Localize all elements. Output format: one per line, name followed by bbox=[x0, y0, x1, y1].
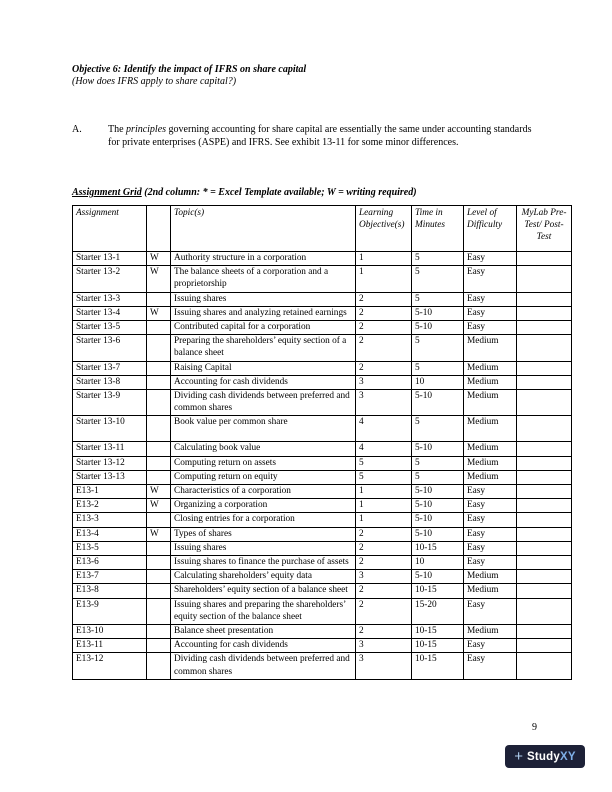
cell-assignment: E13-5 bbox=[73, 541, 147, 555]
cell-topic: Closing entries for a corporation bbox=[171, 513, 356, 527]
table-row bbox=[73, 292, 572, 306]
table-row bbox=[73, 541, 572, 555]
cell-difficulty: Medium bbox=[464, 570, 517, 584]
col-header-time-in-minutes: Time in Minutes bbox=[412, 206, 464, 252]
cell-topic: Issuing shares bbox=[171, 292, 356, 306]
cell-w-flag: W bbox=[147, 252, 171, 266]
logo-plus-icon: + bbox=[514, 748, 524, 765]
cell-topic: Accounting for cash dividends bbox=[171, 639, 356, 653]
col-header-level-of-difficulty: Level of Difficulty bbox=[464, 206, 517, 252]
cell-time: 10-15 bbox=[412, 584, 464, 598]
cell-learning-objective: 3 bbox=[356, 390, 412, 416]
grid-table-body bbox=[73, 252, 572, 680]
page-content bbox=[72, 64, 571, 680]
cell-time: 5-10 bbox=[412, 513, 464, 527]
table-row bbox=[73, 266, 572, 292]
cell-time: 5-10 bbox=[412, 485, 464, 499]
cell-learning-objective: 3 bbox=[356, 639, 412, 653]
cell-difficulty: Easy bbox=[464, 306, 517, 320]
cell-assignment: E13-1 bbox=[73, 485, 147, 499]
cell-mylab bbox=[517, 513, 572, 527]
cell-mylab bbox=[517, 485, 572, 499]
cell-learning-objective: 5 bbox=[356, 456, 412, 470]
cell-w-flag bbox=[147, 470, 171, 484]
cell-assignment: Starter 13-1 bbox=[73, 252, 147, 266]
table-row bbox=[73, 456, 572, 470]
cell-time: 5-10 bbox=[412, 442, 464, 456]
cell-topic: Issuing shares and preparing the shareholders’ equity section of the balance sheet bbox=[171, 598, 356, 624]
cell-mylab bbox=[517, 252, 572, 266]
cell-w-flag: W bbox=[147, 527, 171, 541]
cell-topic: Preparing the shareholders’ equity section of a balance sheet bbox=[171, 335, 356, 361]
cell-mylab bbox=[517, 306, 572, 320]
cell-difficulty: Medium bbox=[464, 470, 517, 484]
assignment-grid-table bbox=[72, 205, 572, 680]
cell-difficulty: Medium bbox=[464, 390, 517, 416]
cell-w-flag: W bbox=[147, 266, 171, 292]
cell-mylab bbox=[517, 361, 572, 375]
table-row bbox=[73, 375, 572, 389]
assignment-grid-heading-note: (2nd column: * = Excel Template available; W = writing required) bbox=[141, 187, 417, 198]
cell-assignment: E13-6 bbox=[73, 556, 147, 570]
cell-difficulty: Easy bbox=[464, 513, 517, 527]
table-row bbox=[73, 584, 572, 598]
cell-assignment: E13-3 bbox=[73, 513, 147, 527]
cell-assignment: Starter 13-3 bbox=[73, 292, 147, 306]
cell-w-flag: W bbox=[147, 499, 171, 513]
col-header-w-flag bbox=[147, 206, 171, 252]
table-row bbox=[73, 513, 572, 527]
cell-topic: Authority structure in a corporation bbox=[171, 252, 356, 266]
cell-time: 10 bbox=[412, 375, 464, 389]
cell-time: 5-10 bbox=[412, 570, 464, 584]
cell-difficulty: Medium bbox=[464, 416, 517, 442]
table-row bbox=[73, 598, 572, 624]
cell-learning-objective: 3 bbox=[356, 375, 412, 389]
cell-time: 5-10 bbox=[412, 390, 464, 416]
cell-time: 5 bbox=[412, 292, 464, 306]
cell-w-flag bbox=[147, 598, 171, 624]
cell-topic: Balance sheet presentation bbox=[171, 625, 356, 639]
cell-mylab bbox=[517, 556, 572, 570]
cell-topic: Computing return on equity bbox=[171, 470, 356, 484]
cell-mylab bbox=[517, 598, 572, 624]
cell-mylab bbox=[517, 416, 572, 442]
cell-assignment: Starter 13-5 bbox=[73, 321, 147, 335]
cell-difficulty: Easy bbox=[464, 541, 517, 555]
cell-learning-objective: 5 bbox=[356, 470, 412, 484]
cell-assignment: Starter 13-12 bbox=[73, 456, 147, 470]
cell-mylab bbox=[517, 625, 572, 639]
cell-learning-objective: 1 bbox=[356, 513, 412, 527]
cell-w-flag bbox=[147, 442, 171, 456]
cell-mylab bbox=[517, 527, 572, 541]
cell-learning-objective: 2 bbox=[356, 625, 412, 639]
cell-learning-objective: 2 bbox=[356, 306, 412, 320]
cell-difficulty: Easy bbox=[464, 527, 517, 541]
item-a-text-rest: governing accounting for share capital are essentially the same under accounting standards for private enterprises (ASPE) and IFRS. See exhibit 13-11 for some minor differences. bbox=[108, 124, 532, 148]
cell-assignment: E13-12 bbox=[73, 653, 147, 679]
cell-w-flag bbox=[147, 556, 171, 570]
cell-topic: Book value per common share bbox=[171, 416, 356, 442]
cell-topic: Contributed capital for a corporation bbox=[171, 321, 356, 335]
cell-learning-objective: 2 bbox=[356, 598, 412, 624]
cell-assignment: E13-10 bbox=[73, 625, 147, 639]
table-row bbox=[73, 306, 572, 320]
cell-w-flag bbox=[147, 541, 171, 555]
cell-difficulty: Easy bbox=[464, 292, 517, 306]
table-row bbox=[73, 335, 572, 361]
cell-topic: Computing return on assets bbox=[171, 456, 356, 470]
col-header-topics: Topic(s) bbox=[171, 206, 356, 252]
cell-assignment: E13-8 bbox=[73, 584, 147, 598]
cell-learning-objective: 2 bbox=[356, 292, 412, 306]
cell-learning-objective: 3 bbox=[356, 570, 412, 584]
cell-mylab bbox=[517, 570, 572, 584]
cell-topic: Types of shares bbox=[171, 527, 356, 541]
table-row bbox=[73, 499, 572, 513]
cell-assignment: Starter 13-7 bbox=[73, 361, 147, 375]
cell-w-flag bbox=[147, 361, 171, 375]
table-row bbox=[73, 570, 572, 584]
cell-topic: Accounting for cash dividends bbox=[171, 375, 356, 389]
cell-assignment: E13-4 bbox=[73, 527, 147, 541]
cell-assignment: Starter 13-6 bbox=[73, 335, 147, 361]
cell-difficulty: Easy bbox=[464, 252, 517, 266]
cell-topic: Dividing cash dividends between preferred and common shares bbox=[171, 390, 356, 416]
cell-topic: Raising Capital bbox=[171, 361, 356, 375]
cell-assignment: Starter 13-11 bbox=[73, 442, 147, 456]
objective-subheading: (How does IFRS apply to share capital?) bbox=[72, 76, 237, 87]
cell-difficulty: Medium bbox=[464, 456, 517, 470]
cell-learning-objective: 2 bbox=[356, 541, 412, 555]
cell-learning-objective: 2 bbox=[356, 321, 412, 335]
cell-w-flag bbox=[147, 292, 171, 306]
cell-time: 10-15 bbox=[412, 541, 464, 555]
cell-time: 5 bbox=[412, 266, 464, 292]
cell-mylab bbox=[517, 499, 572, 513]
cell-w-flag bbox=[147, 321, 171, 335]
cell-mylab bbox=[517, 266, 572, 292]
table-row bbox=[73, 390, 572, 416]
cell-learning-objective: 2 bbox=[356, 527, 412, 541]
table-row bbox=[73, 416, 572, 442]
objective-heading: Objective 6: Identify the impact of IFRS on share capital bbox=[72, 64, 307, 75]
cell-time: 5 bbox=[412, 470, 464, 484]
cell-assignment: E13-9 bbox=[73, 598, 147, 624]
cell-learning-objective: 4 bbox=[356, 416, 412, 442]
cell-topic: Calculating shareholders’ equity data bbox=[171, 570, 356, 584]
table-row bbox=[73, 361, 572, 375]
cell-time: 10-15 bbox=[412, 639, 464, 653]
cell-difficulty: Easy bbox=[464, 639, 517, 653]
col-header-learning-objective: Learning Objective(s) bbox=[356, 206, 412, 252]
item-a-text-italic: principles bbox=[126, 124, 167, 135]
col-header-mylab: MyLab Pre-Test/ Post-Test bbox=[517, 206, 572, 252]
cell-assignment: Starter 13-2 bbox=[73, 266, 147, 292]
cell-difficulty: Medium bbox=[464, 361, 517, 375]
cell-time: 5-10 bbox=[412, 306, 464, 320]
cell-w-flag bbox=[147, 639, 171, 653]
cell-difficulty: Medium bbox=[464, 625, 517, 639]
cell-learning-objective: 4 bbox=[356, 442, 412, 456]
cell-difficulty: Easy bbox=[464, 598, 517, 624]
cell-w-flag bbox=[147, 653, 171, 679]
logo-text-study: Study bbox=[527, 750, 560, 763]
table-row bbox=[73, 625, 572, 639]
cell-difficulty: Easy bbox=[464, 556, 517, 570]
cell-topic: Issuing shares bbox=[171, 541, 356, 555]
assignment-grid-heading bbox=[72, 187, 571, 199]
cell-mylab bbox=[517, 639, 572, 653]
cell-assignment: Starter 13-8 bbox=[73, 375, 147, 389]
cell-time: 10-15 bbox=[412, 625, 464, 639]
cell-time: 10-15 bbox=[412, 653, 464, 679]
cell-mylab bbox=[517, 375, 572, 389]
cell-learning-objective: 1 bbox=[356, 252, 412, 266]
cell-time: 5 bbox=[412, 416, 464, 442]
col-header-assignment: Assignment bbox=[73, 206, 147, 252]
cell-difficulty: Medium bbox=[464, 335, 517, 361]
table-row bbox=[73, 485, 572, 499]
cell-w-flag bbox=[147, 416, 171, 442]
cell-assignment: Starter 13-10 bbox=[73, 416, 147, 442]
logo-text-xy: XY bbox=[559, 750, 576, 763]
cell-mylab bbox=[517, 442, 572, 456]
cell-difficulty: Easy bbox=[464, 499, 517, 513]
header-row bbox=[73, 206, 572, 252]
cell-mylab bbox=[517, 390, 572, 416]
cell-assignment: E13-7 bbox=[73, 570, 147, 584]
item-a bbox=[72, 124, 571, 149]
cell-time: 5 bbox=[412, 252, 464, 266]
table-row bbox=[73, 470, 572, 484]
cell-assignment: Starter 13-4 bbox=[73, 306, 147, 320]
cell-difficulty: Medium bbox=[464, 375, 517, 389]
table-row bbox=[73, 321, 572, 335]
table-row bbox=[73, 653, 572, 679]
cell-assignment: E13-2 bbox=[73, 499, 147, 513]
cell-w-flag bbox=[147, 335, 171, 361]
cell-topic: Organizing a corporation bbox=[171, 499, 356, 513]
item-a-text-prefix: The bbox=[108, 124, 127, 135]
cell-time: 5-10 bbox=[412, 527, 464, 541]
cell-time: 5-10 bbox=[412, 499, 464, 513]
studyxy-logo bbox=[505, 745, 585, 768]
cell-learning-objective: 3 bbox=[356, 653, 412, 679]
cell-time: 5-10 bbox=[412, 321, 464, 335]
cell-topic: Issuing shares to finance the purchase of assets bbox=[171, 556, 356, 570]
cell-topic: The balance sheets of a corporation and a proprietorship bbox=[171, 266, 356, 292]
cell-topic: Calculating book value bbox=[171, 442, 356, 456]
cell-w-flag bbox=[147, 513, 171, 527]
cell-topic: Shareholders’ equity section of a balance sheet bbox=[171, 584, 356, 598]
cell-learning-objective: 2 bbox=[356, 556, 412, 570]
cell-difficulty: Medium bbox=[464, 442, 517, 456]
cell-learning-objective: 1 bbox=[356, 266, 412, 292]
cell-w-flag bbox=[147, 570, 171, 584]
cell-learning-objective: 2 bbox=[356, 584, 412, 598]
table-row bbox=[73, 442, 572, 456]
cell-w-flag bbox=[147, 390, 171, 416]
cell-w-flag bbox=[147, 584, 171, 598]
cell-topic: Issuing shares and analyzing retained earnings bbox=[171, 306, 356, 320]
cell-time: 5 bbox=[412, 456, 464, 470]
cell-w-flag bbox=[147, 375, 171, 389]
item-a-text bbox=[108, 124, 544, 149]
table-row bbox=[73, 527, 572, 541]
table-row bbox=[73, 639, 572, 653]
cell-mylab bbox=[517, 292, 572, 306]
cell-learning-objective: 1 bbox=[356, 499, 412, 513]
cell-mylab bbox=[517, 321, 572, 335]
cell-mylab bbox=[517, 456, 572, 470]
cell-w-flag bbox=[147, 456, 171, 470]
cell-difficulty: Easy bbox=[464, 485, 517, 499]
cell-difficulty: Easy bbox=[464, 266, 517, 292]
cell-difficulty: Easy bbox=[464, 321, 517, 335]
cell-time: 5 bbox=[412, 335, 464, 361]
cell-mylab bbox=[517, 470, 572, 484]
cell-w-flag: W bbox=[147, 306, 171, 320]
cell-learning-objective: 1 bbox=[356, 485, 412, 499]
cell-learning-objective: 2 bbox=[356, 361, 412, 375]
cell-assignment: E13-11 bbox=[73, 639, 147, 653]
cell-topic: Dividing cash dividends between preferred and common shares bbox=[171, 653, 356, 679]
cell-topic: Characteristics of a corporation bbox=[171, 485, 356, 499]
cell-difficulty: Medium bbox=[464, 584, 517, 598]
item-a-label: A. bbox=[72, 124, 82, 135]
cell-mylab bbox=[517, 584, 572, 598]
table-row bbox=[73, 252, 572, 266]
table-row bbox=[73, 556, 572, 570]
cell-time: 5 bbox=[412, 361, 464, 375]
cell-w-flag: W bbox=[147, 485, 171, 499]
assignment-grid-heading-title: Assignment Grid bbox=[72, 187, 142, 198]
cell-time: 15-20 bbox=[412, 598, 464, 624]
cell-mylab bbox=[517, 541, 572, 555]
cell-learning-objective: 2 bbox=[356, 335, 412, 361]
cell-mylab bbox=[517, 653, 572, 679]
cell-w-flag bbox=[147, 625, 171, 639]
cell-mylab bbox=[517, 335, 572, 361]
page-number: 9 bbox=[532, 722, 537, 733]
cell-assignment: Starter 13-9 bbox=[73, 390, 147, 416]
cell-time: 10 bbox=[412, 556, 464, 570]
cell-difficulty: Easy bbox=[464, 653, 517, 679]
cell-assignment: Starter 13-13 bbox=[73, 470, 147, 484]
